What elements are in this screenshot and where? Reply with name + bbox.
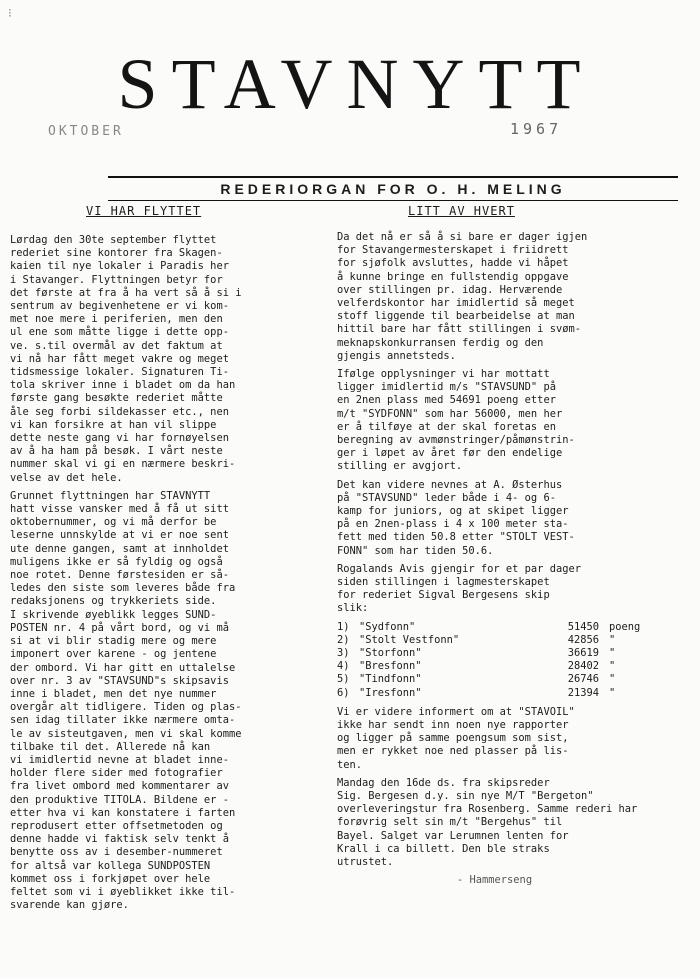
punch-mark: ⁝ xyxy=(8,6,12,20)
ship-name: "Bresfonn" xyxy=(359,660,422,673)
points: 42856 xyxy=(567,633,599,646)
points: 26746 xyxy=(567,673,599,686)
masthead-title: STAVNYTT xyxy=(117,44,595,124)
unit: " xyxy=(609,633,616,646)
unit: " xyxy=(609,686,616,699)
right-column-heading: LITT AV HVERT xyxy=(408,204,515,218)
ship-name: "Sydfonn" xyxy=(359,620,416,633)
points: 51450 xyxy=(567,620,599,633)
left-column xyxy=(10,234,328,917)
points: 21394 xyxy=(567,686,599,699)
paragraph: Grunnet flyttningen har STAVNYTT hatt visse vansker med å få ut sitt oktobernummer, og vi må derfor be leserne unnskylde at vi er noe sent ute denne gangen, samt at innholdet muligens ikke er så fyldig og også noe rotet. Denne førstesiden er så- ledes den siste som leveres både fra redaksjonens og trykkeriets side. I skrivende øyeblikk legges SUND- POSTEN nr. 4 på vårt bord, og vi må si at vi blir stadig mere og mere imponert over karene - og jentene der ombord. Vi har gitt en uttalelse over nr. 3 av "STAVSUND"s skipsavis inne i bladet, men det nye nummer overgår alt tidligere. Tiden og plas- sen idag tillater ikke nærmere omta- le av sisteutgaven, men vi skal komme tilbake til det. Allerede nå kan vi imidlertid nevne at bladet inne- holder flere sider med fotografier fra livet ombord med kommentarer av den produktive TITOLA. Bildene er - etter hva vi kan konstatere i farten reprodusert etter offsetmetoden og denne hadde vi faktisk selv tenkt å benytte oss av i desember-nummeret for altså var kollega SUNDPOSTEN kommet oss i forkjøpet over hele feltet som vi i øyeblikket ikke til- svarende kan gjøre. xyxy=(10,489,242,912)
standings-table xyxy=(337,621,689,700)
paragraph: Mandag den 16de ds. fra skipsreder Sig. Bergesen d.y. sin nye M/T "Bergeton" overleveringstur fra Rosenberg. Samme rederi har forøvrig selt sin m/t "Bergehus" til Bayel. Salget var Lerumnen lenten for Krall i ca billett. Den ble straks utrustet. xyxy=(337,776,638,869)
paragraph: Da det nå er så å si bare er dager igjen for Stavangermesterskapet i friidrett for sjøfolk avsluttes, hadde vi håpet å kunne bringe en fullstendig oppgave over stillingen pr. idag. Herværende velferdskontor har imidlertid så meget stoff liggende til bearbeidelse at man hittil bare har fått stillingen i svøm- meknapskonkurransen ferdig og den gjengis annetsteds. xyxy=(337,231,588,362)
issue-month: OKTOBER xyxy=(48,124,124,139)
points: 36619 xyxy=(567,647,599,660)
left-column-heading: VI HAR FLYTTET xyxy=(86,204,202,218)
table-row xyxy=(337,660,689,673)
rank: 2) xyxy=(337,633,350,646)
unit: " xyxy=(609,647,616,660)
table-row xyxy=(337,634,689,647)
ship-name: "Stolt Vestfonn" xyxy=(359,633,460,646)
bottom-rule xyxy=(108,200,678,201)
rank: 1) xyxy=(337,620,350,633)
rank: 5) xyxy=(337,673,350,686)
signature: - Hammerseng xyxy=(457,874,533,887)
unit: " xyxy=(609,673,616,686)
right-column xyxy=(337,231,689,887)
rank: 4) xyxy=(337,660,350,673)
paragraph: Det kan videre nevnes at A. Østerhus på "STAVSUND" leder både i 4- og 6- kamp for juniors, og at skipet ligger på en 2nen-plass i 4 x 100 meter sta- fett med tiden 50.8 etter "STOLT VEST- FONN" som har tiden 50.6. xyxy=(337,478,575,557)
issue-year: 1967 xyxy=(510,120,563,138)
table-row xyxy=(337,621,689,634)
points: 28402 xyxy=(567,660,599,673)
paragraph: Lørdag den 30te september flyttet rederiet sine kontorer fra Skagen- kaien til nye lokaler i Paradis her i Stavanger. Flyttningen betyr for det første at fra å ha vert så å si i sentrum av begivenhetene er vi kom- met noe mere i periferien, men den ul ene som måtte ligge i dette opp- ve. s.til overmål av det faktum at vi nå har fått meget vakre og meget tidsmessige lokaler. Signaturen Ti- tola skriver inne i bladet om da han første gang besøkte rederiet måtte åle seg forbi sildekasser etc., nen vi kan forsikre at han vil slippe dette neste gang vi har fornøyelsen av å ha ham på besøk. I vårt neste nummer skal vi gi en nærmere beskri- velse av det hele. xyxy=(10,234,242,484)
unit: poeng xyxy=(609,620,641,633)
banner-subtitle: REDERIORGAN FOR O. H. MELING xyxy=(220,181,566,197)
ship-name: "Iresfonn" xyxy=(359,686,422,699)
ship-name: "Tindfonn" xyxy=(359,673,422,686)
table-row xyxy=(337,647,689,660)
paragraph: Rogalands Avis gjengir for et par dager siden stillingen i lagmesterskapet for rederiet Sigval Bergesens skip slik: xyxy=(337,562,581,615)
paragraph: Vi er videre informert om at "STAVOIL" ikke har sendt inn noen nye rapporter og ligger på samme poengsum som sist, men er rykket noe ned plasser på lis- ten. xyxy=(337,705,575,771)
rank: 6) xyxy=(337,686,350,699)
rank: 3) xyxy=(337,647,350,660)
table-row xyxy=(337,687,689,700)
unit: " xyxy=(609,660,616,673)
paragraph: Ifølge opplysninger vi har mottatt ligger imidlertid m/s "STAVSUND" på en 2nen plass med 54691 poeng etter m/t "SYDFONN" som har 56000, men her er å tilføye at der skal foretas en beregning av avmønstringer/påmønstrin- ger i løpet av året før den endelige stilling er avgjort. xyxy=(337,368,575,473)
ship-name: "Storfonn" xyxy=(359,647,422,660)
top-rule xyxy=(108,176,678,178)
table-row xyxy=(337,673,689,686)
